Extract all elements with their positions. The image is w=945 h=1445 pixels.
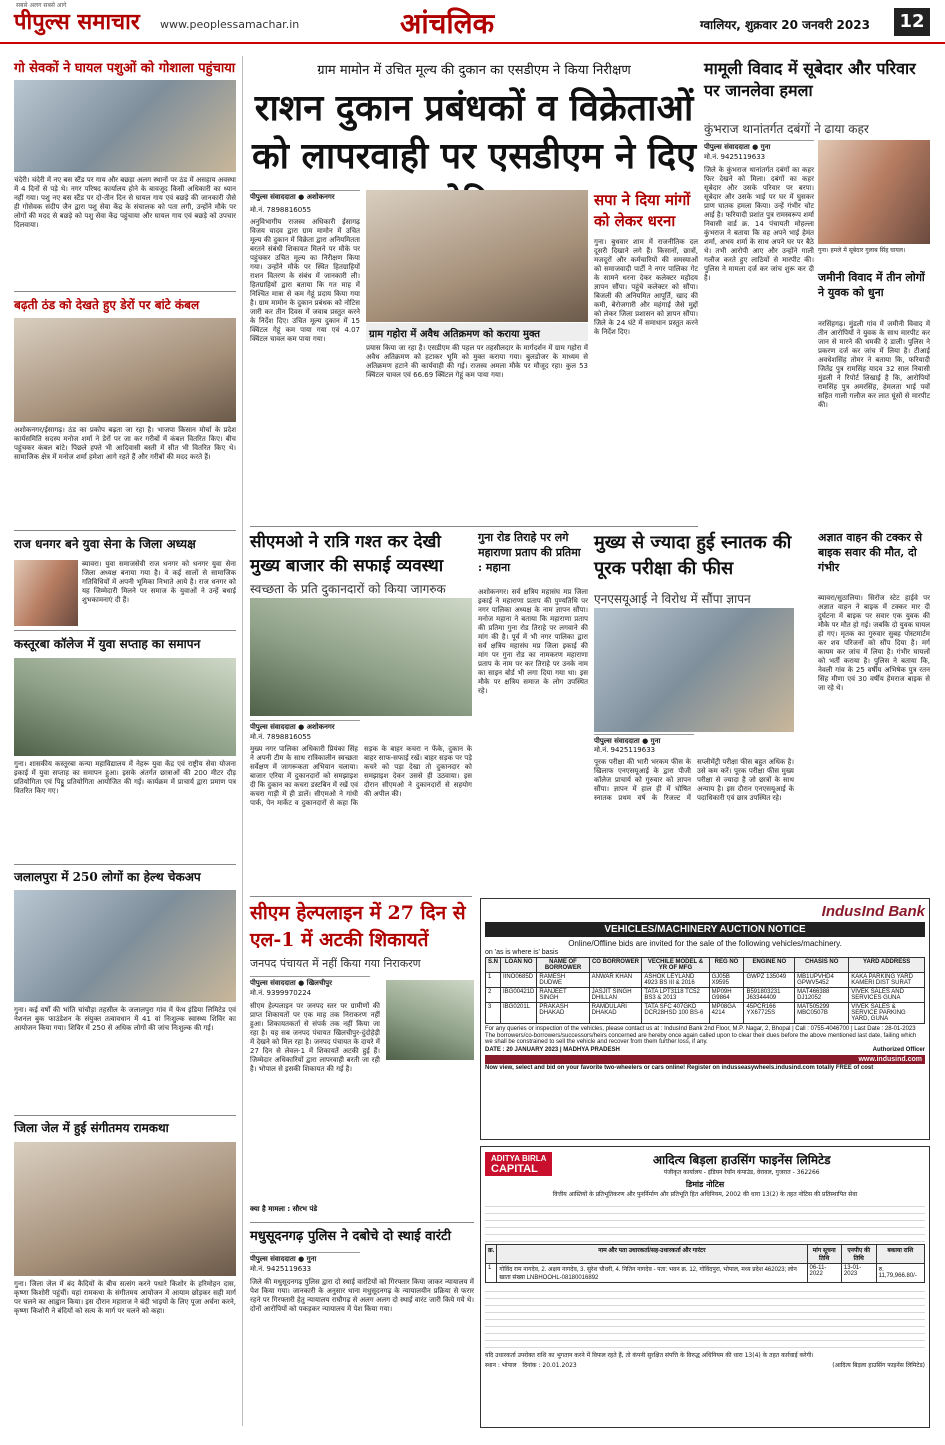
story-photo <box>594 608 794 732</box>
table-header: S.N <box>486 958 501 973</box>
story-title: जलालपुरा में 250 लोगों का हेल्थ चेकअप <box>14 870 201 884</box>
table-row <box>486 1003 925 1024</box>
mobile: मो.नं. 9425119633 <box>250 1265 312 1273</box>
aditya-birla-logo: ADITYA BIRLA CAPITAL <box>485 1152 552 1176</box>
story-title: गो सेवकों ने घायल पशुओं को गोशाला पहुंचाया <box>14 61 236 76</box>
notice-intro: वित्तीय आस्तियों के प्रतिभूतिकरण और पुनर्निर्माण और प्रतिभूति हित अधिनियम, 2002 की धारा 13(2) के तहत नोटिस की प्रतिस्थापित सेवा <box>552 1191 858 1198</box>
byline: पीपुल्स संवाददाता ● अशोकनगर <box>250 720 360 732</box>
story-title: राज धनगर बने युवा सेना के जिला अध्यक्ष <box>14 537 196 551</box>
table-cell: 2 <box>486 988 501 1003</box>
byline: पीपुल्स संवाददाता ● गुना <box>704 140 814 152</box>
table-cell: RAMESH DUDWE <box>537 973 589 988</box>
story-photo <box>14 1142 236 1276</box>
notice-title: VEHICLES/MACHINERY AUCTION NOTICE <box>485 922 925 937</box>
table-cell: 3 <box>486 1003 501 1024</box>
notice-footer: For any queries or inspection of the vehicles, please contact us at : IndusInd Bank 2nd Floor, M.P. Nagar, 2, Bhopal | Call : 0755-4046700 | Last Date : 28-01-2023 <box>485 1026 916 1032</box>
notice-date: DATE : 20 JANUARY 2023 | MADHYA PRADESH <box>485 1047 620 1053</box>
table-cell: VIVEK SALES & SERVICE PARKING YARD, GUNA <box>849 1003 925 1024</box>
story-title: जिला जेल में हुई संगीतमय रामकथा <box>14 1121 169 1135</box>
divider <box>250 526 698 527</box>
notice-text-block <box>485 1200 925 1242</box>
divider <box>250 1222 474 1223</box>
table-cell: GWPZ 135049 <box>744 973 795 988</box>
demand-table <box>485 1244 925 1283</box>
table-cell: MAT466388 DJ12052 <box>795 988 849 1003</box>
page-number: 12 <box>894 8 930 36</box>
byline: पीपुल्स संवाददाता ● खिलचीपुर <box>250 976 370 988</box>
table-cell: JASJIT SINGH DHILLAN <box>589 988 642 1003</box>
notice-signatory: Authorized Officer <box>872 1047 925 1053</box>
story-subtitle: जनपद पंचायत में नहीं किया गया निराकरण <box>250 957 421 970</box>
story-body: अशोकनगर। सर्व क्षत्रिय महासंघ मप्र जिला इकाई ने महाराणा प्रताप की पुण्यतिथि पर नगर पालिका अध्यक्ष के नाम ज्ञापन सौंपा। मनोज महाना ने बताया कि महाराणा प्रताप की प्रतिमा गुना रोड तिराहे पर लगवाने की मांग की है। पूर्व में भी नगर पालिका द्वारा सर्व क्षत्रिय महासंघ मप्र जिला इकाई की मांग पर गुना रोड का नामकरण महाराणा प्रताप के नाम पर कर तिराहे पर उनके नाम का साइन बोर्ड भी लगा दिया गया था। इस मौके पर क्षत्रिय समाज के लोग उपस्थित रहे। <box>478 588 588 695</box>
story-title: कस्तूरबा कॉलेज में युवा सप्ताह का समापन <box>14 637 201 651</box>
table-header: LOAN NO <box>501 958 537 973</box>
story-body: ब्यावरा/सुठालिया। सिरोंज स्टेट हाईवे पर अज्ञात वाहन ने बाइक में टक्कर मार दी दुर्घटना में बाइक पर सवार एक युवक की मौके पर मौत हो गई। जबकि दो युवक घायल हो गए। मृतक का गुरुवार सुबह पोस्टमार्टम कर शव परिजनों को सौंप दिया है। मर्ग कायम कर जांच में लिया है। गंभीर घायलों को भर्ती कराया है। पुलिस ने बताया कि, नेवली गांव के 25 वर्षीय अभिषेक पुत्र रतन सिंह मीणा एवं 30 वर्षीय हेमराज बाइक से जा रहे थे। <box>818 594 930 692</box>
table-cell: VIVEK SALES AND SERVICES GUNA <box>849 988 925 1003</box>
mobile: मो.नं. 7898816055 <box>250 733 312 741</box>
table-header: ENGINE NO <box>744 958 795 973</box>
table-cell: 13-01-2023 <box>841 1264 876 1283</box>
table-cell: MP09H G9864 <box>709 988 744 1003</box>
table-header: क्र. <box>486 1245 497 1264</box>
table-cell: GJ05B X9595 <box>709 973 744 988</box>
divider <box>14 1115 236 1116</box>
story-title: मधुसूदनगढ़ पुलिस ने दबोचे दो स्थाई वारंटी <box>250 1229 451 1244</box>
story-body: गुना। कई वर्षों की भांति चांचौड़ा तहसील के जलालपुरा गांव में फेथ इंडिया लिमिटेड एवं नेशनल बुक फाउंडेशन के संयुक्त तत्वावधान में 41 वां निःशुल्क स्वास्थ्य शिविर का आयोजन किया गया। शिविर में 250 से अधिक लोगों की जांच निःशुल्क की गई। <box>14 1006 236 1032</box>
table-cell: RANJEET SINGH <box>537 988 589 1003</box>
story-title: सीएमओ ने रात्रि गश्त कर देखी मुख्य बाजार की सफाई व्यवस्था <box>250 532 444 576</box>
table-row <box>486 1264 925 1283</box>
story-photo <box>14 318 236 422</box>
story-body: गुना। शासकीय कस्तूरबा कन्या महाविद्यालय में नेहरू युवा केंद्र एवं राष्ट्रीय सेवा योजना इकाई में युवा सप्ताह का समापन हुआ। इसके अंतर्गत छात्राओं की 200 मीटर दौड़ प्रतियोगिता एवं पिट्ठू प्रतियोगिता आयोजित की गई। कार्यक्रम में प्राचार्य द्वारा प्रमाण पत्र वितरित किए गए। <box>14 760 236 795</box>
column-rule <box>242 56 243 1426</box>
story-body: गुना। बुधवार शाम में राजनीतिक दल दूसरी दिखाने लगे हैं। किसानों, छात्रों, मजदूरों और कर्मचारियों की समस्याओं को समाजवादी पार्टी ने नगर पालिका गेट के सामने धरना देकर कलेक्टर महोदय ज्ञापन सौंपा। पहुंचे कलेक्टर को सौंपा। बिजली की अनियमित आपूर्ति, खाद की कमी, बेरोजगारी और महंगाई जैसे मुद्दों को लेकर जिला प्रशासन को ज्ञापन सौंपा। जिले के 24 घंटे में समाधान प्रस्तुत करने के निर्देश दिए। <box>594 238 698 336</box>
table-row <box>486 988 925 1003</box>
company-address: पंजीकृत कार्यालय - इंडियन रेयॉन कंपाउंड, वेरावल, गुजरात - 362266 <box>663 1169 820 1176</box>
aditya-birla-notice-ad <box>480 1146 930 1428</box>
table-cell: PRAKASH DHAKAD <box>537 1003 589 1024</box>
story-photo <box>250 598 472 716</box>
table-cell: 45PCR166 YX67725S <box>744 1003 795 1024</box>
table-cell: MAT505299 MBC0507B <box>795 1003 849 1024</box>
table-cell: RAMDULARI DHAKAD <box>589 1003 642 1024</box>
table-cell: ASHOK LEYLAND 4923 BS III & 2016 <box>642 973 709 988</box>
table-cell: MB1UPVHD4 GPWV5452 <box>795 973 849 988</box>
table-header: CO BORROWER <box>589 958 642 973</box>
mobile: मो.नं. 9399970224 <box>250 989 312 997</box>
photo-caption: गुना। हमले में सूबेदार गुलाब सिंह घायल। <box>818 247 906 254</box>
masthead <box>0 0 945 44</box>
table-cell: IBG00421D <box>501 988 537 1003</box>
table-cell: 06-11-2022 <box>807 1264 841 1283</box>
table-cell: B591803231 J63344409 <box>744 988 795 1003</box>
lead-photo <box>366 190 588 322</box>
story-title: गुना रोड तिराहे पर लगे महाराणा प्रताप की प्रतिमा : महाना <box>478 531 581 574</box>
table-cell: 1 <box>486 1264 497 1283</box>
divider <box>14 530 236 531</box>
story-body: अशोकनगर/ईसागढ़। ठंड का प्रकोप बढ़ता जा रहा है। भाजपा किसान मोर्चा के प्रदेश कार्यसमिति सदस्य मनोज शर्मा ने डेरों पर जा कर गरीबों में कंबल वितरित किए। बीच पहुंचकर कंबल बांटे। पिछले हफ्ते भी आदिवासी बस्ती में सीत भी वितरित किए थे। सामाजिक क्षेत्र में मनोज शर्मा हमेशा आगे रहते हैं और गरीबों की मदद करते हैं। <box>14 426 236 461</box>
brand-tagline: सबसे अलग सबसे आगे <box>16 2 67 9</box>
table-header: CHASIS NO <box>795 958 849 973</box>
divider <box>14 291 236 292</box>
mobile: मो.नं. 9425119633 <box>704 153 766 161</box>
table-cell: TATA LPT3118 TC52 BS3 & 2013 <box>642 988 709 1003</box>
indusind-site[interactable]: www.indusind.com <box>485 1055 925 1064</box>
lead-mobile: मो.नं. 7898816055 <box>250 206 312 214</box>
story-subtitle: कुंभराज थानांतर्गत दबंगों ने ढाया कहर <box>704 122 869 136</box>
table-cell: MP08GA 4214 <box>709 1003 744 1024</box>
table-cell: रु. 11,79,966.80/- <box>876 1264 924 1283</box>
notice-date: दिनांक : 20.01.2023 <box>522 1362 577 1369</box>
table-header: मांग सूचना तिथि <box>807 1245 841 1264</box>
story-body: चंदेरी। चंदेरी में नए बस स्टैंड पर गाय और बछड़ा अलग स्थानों पर ठंड में असहाय अवस्था में 4 दिनों से पड़े थे। नगर परिषद कार्यालय होने के बावजूद किसी अधिकारी का ध्यान नहीं गया। पशु नए बस स्टैंड पर दो-तीन दिन से घायल गाय एवं बछड़े की जानकारी जैसे ही गोसेवक संदीप जैन द्वारा पशु सेवा केंद्र के संचालक को पता लगी, उन्होंने मौके पर लोगों की मदद से बछड़े को पशु सेवा केंद्र पहुंचाया और घायल गाय एवं बछड़े को उपचार दिलवाया। <box>14 176 236 229</box>
indusind-closing: Now view, select and bid on your favorite two-wheelers or cars online! Register on indusseasywheels.indusind.com totally FREE of cost <box>485 1065 874 1071</box>
table-cell: IINO0685D <box>501 973 537 988</box>
indusind-auction-ad <box>480 898 930 1140</box>
notice-basis: on 'as is where is' basis <box>485 949 559 956</box>
story-body: पूरक परीक्षा की भारी भरकम फीस के खिलाफ एनएसयूआई के द्वारा पीजी कॉलेज प्राचार्य को गुरुवार को ज्ञापन सौंपा। ज्ञापन में हाल ही में घोषित स्नातक प्रथम वर्ष के रिजल्ट में सप्लीमेंट्री परीक्षा फीस बहुत अधिक है। उसे कम करें। पूरक परीक्षा फीस मुख्य परीक्षा से ज्यादा है जो छात्रों के साथ अन्याय है। इस दौरान एनएसयूआई के पदाधिकारी एवं छात्र उपस्थित रहे। <box>594 758 794 802</box>
story-subtitle: एनएसयूआई ने विरोध में सौंपा ज्ञापन <box>594 592 751 606</box>
story-body: नरसिंहगढ़। मुंडली गांव में जमीनी विवाद में तीन आरोपियों ने युवक के साथ मारपीट कर जान से मारने की धमकी दे डाली। पुलिस ने प्रकरण दर्ज कर जांच में लिया है। टीआई अवधेशसिंह तोमर ने बताया कि, फरियादी जितेंद्र पुत्र रामसिंह यादव 32 साल निवासी मुंडली ने रिपोर्ट लिखाई है कि, आरोपियों रामसिंह पुत्र अमरसिंह, हेमलता भाई पवों सहित गाली गलौज कर लात घूंसों से मारपीट की। <box>818 320 930 409</box>
auction-table <box>485 957 925 1024</box>
notice-sign: (आदित्य बिड़ला हाउसिंग फाइनेंस लिमिटेड) <box>832 1362 925 1369</box>
story-body: मुख्य नगर पालिका अधिकारी प्रियंका सिंह ने अपनी टीम के साथ रात्रिकालीन स्वच्छता सर्वेक्षण में जागरूकता अभियान चलाया। बाजार एरिया में दुकानदारों को समझाइश दी कि दुकान का कचरा डस्टबिन में रखें एवं कचरा गाड़ी में ही डालें। सीएमओ ने गांधी पार्क, पेन मार्केट व दुकानदारों से कहा कि सड़क के बाहर कचरा न फेंके, दुकान के बाहर साफ-सफाई रखें। बाहर सड़क पर पड़े कचरे को पड़ा देखा तो दुकानदार को समझाइश देकर उससे ही उठवाया। इस दौरान सीएमओ ने दुकानदारों से सहयोग की अपील की। <box>250 745 472 807</box>
photo-story-body: प्रयास किया जा रहा है। एसडीएम की पहल पर तहसीलदार के मार्गदर्शन में ग्राम गहोरा में अवैध अतिक्रमण को हटाकर भूमि को मुक्त कराया गया। बुलडोजर के माध्यम से अतिक्रमण हटाने की कार्यवाही की गई। राजस्व अमला मौके पर मौजूद रहा। कुल 53 क्विंटल चावल एवं 66.69 क्विंटल गेहूं कम पाया गया। <box>366 344 588 379</box>
story-body: सीएम हेल्पलाइन पर जनपद स्तर पर ग्रामीणों की प्राप्त शिकायतों पर एक माह तक निराकरण नहीं हुआ। शिकायतकर्ता से संपर्क तक नहीं किया जा रहा है। यह सब जनपद पंचायत खिलचीपुर-दुंदोहेड़ी में देखने को मिल रहा है। जनपद पंचायत के दायरे में 27 दिन से लेवल-1 में शिकायतें अटकी हुई हैं। जिम्मेदार अधिकारियों द्वारा लापरवाही बरती जा रही है। भोपाल से इसकी शिकायत की गई है। <box>250 1002 380 1073</box>
story-photo <box>14 890 236 1002</box>
table-header: YARD ADDRESS <box>849 958 925 973</box>
notice-sub: Online/Offline bids are invited for the sale of the following vehicles/machinery. <box>568 939 842 948</box>
table-header: बकाया राशि <box>876 1245 924 1264</box>
company-name: आदित्य बिड़ला हाउसिंग फाइनेंस लिमिटेड <box>652 1153 831 1167</box>
mobile: मो.नं. 9425119633 <box>594 746 656 754</box>
notice-text-block <box>485 1285 925 1349</box>
story-body: गुना। जिला जेल में बंद कैदियों के बीच सत्संग करने पधारे किशोर के हरिमोहन दास, कृष्णा किशोरी पहुंचीं। यहां रामकथा के संगीतमय आयोजन में आयाम छोड़कर सही मार्ग पर चलने का आह्वान किया। इस दौरान महाराज ने बंदी भाइयों के लिए पूजा अर्चना करने, कृष्णा किशोरी ने बंदियों को सत्य के मार्ग पर चलने को कहा। <box>14 1280 236 1315</box>
divider <box>250 896 472 897</box>
story-title: सपा ने दिया मांगों को लेकर धरना <box>594 191 691 230</box>
photo-caption: ग्राम गहोरा में अवैध अतिक्रमण को कराया मुक्त <box>366 323 588 341</box>
story-title: मामूली विवाद में सूबेदार और परिवार पर जानलेवा हमला <box>704 59 916 100</box>
table-header: VECHILE MODEL & YR OF MFG <box>642 958 709 973</box>
table-cell: TATA SFC 407GKD DCR28HSD 100 BS-6 <box>642 1003 709 1024</box>
table-header: एनपीए की तिथि <box>841 1245 876 1264</box>
story-photo <box>14 80 236 172</box>
site-url[interactable]: www.peoplessamachar.in <box>160 18 300 31</box>
story-title: मुख्य से ज्यादा हुई स्नातक की पूरक परीक्षा की फीस <box>594 532 792 579</box>
quote: क्या है मामला : सौरभ पंडे <box>250 1205 318 1213</box>
story-title: बढ़ती ठंड को देखते हुए डेरों पर बांटे कंबल <box>14 298 200 312</box>
story-title: सीएम हेल्पलाइन में 27 दिन से एल-1 में अटकी शिकायतें <box>250 902 466 951</box>
divider <box>14 630 236 631</box>
story-body: ब्यावरा। युवा समाजसेवी राज धनगर को धनगर युवा सेना जिला अध्यक्ष बनाया गया है। वे कई सालों से सामाजिक गतिविधियों में अपनी भूमिका निभाते आये है। राज धनगर को यह जिम्मेदारी मिलने पर समाज के युवाओं ने उन्हें बधाई शुभकामनाएं दी हैं। <box>82 560 236 604</box>
notice-footer: यदि उधारकर्ता उपरोक्त राशि का भुगतान करने में विफल रहते हैं, तो कंपनी सुरक्षित संपत्ति के विरुद्ध अधिनियम की धारा 13(4) के तहत कार्रवाई करेगी। <box>485 1352 814 1359</box>
story-title: अज्ञात वाहन की टक्कर से बाइक सवार की मौत, दो गंभीर <box>818 531 923 574</box>
notice-place: स्थान : भोपाल <box>485 1362 517 1369</box>
story-photo <box>386 980 474 1060</box>
notice-footer-2: The borrowers/co-borrowers/successors/heirs concerned are hereby once again called upon to clear their dues before the above mentioned last date, failing which we shall be constrained to sell the vehicle and recover from them further loss, if any. <box>485 1033 917 1045</box>
table-cell: KAKA PARKING YARD KAMERI DIST SURAT <box>849 973 925 988</box>
table-header: REG NO <box>709 958 744 973</box>
table-cell: ANWAR KHAN <box>589 973 642 988</box>
notice-title: डिमांड नोटिस <box>685 1180 725 1189</box>
divider <box>14 864 236 865</box>
section-title: आंचलिक <box>400 7 495 40</box>
story-body: जिले की मधुसूदनगढ़ पुलिस द्वारा दो स्थाई वारंटियों को गिरफ्तार किया जाकर न्यायालय में पेश किया गया। जानकारी के अनुसार थाना मधुसूदनगढ़ के न्यायालयीन प्रक्रिया से फरार रहने पर गिरफ्तारी हेतु न्यायालय राघौगढ़ से अलग अलग दो स्थाई वारंट जारी किये गये थे। दोनों आरोपियों को पकड़कर न्यायालय में पेश किया गया। <box>250 1278 474 1313</box>
lead-body: अनुविभागीय राजस्व अधिकारी ईसागढ़ विजय यादव द्वारा ग्राम मामोन में उचित मूल्य की दुकान में विक्रेता द्वारा अनियमितता बरतने संबंधी शिकायत मिलने पर मौके पर पहुंचकर उचित मूल्य का निरीक्षण किया गया। उन्होंने मौके पर स्थित हितग्राहियों राशन वितरण के संबंध में जानकारी ली। हितग्राहियों द्वारा बताया कि गत माह में निश्चित मात्रा से कम गेहूं प्रदाय किया गया है। ग्राम मामोन के दुकान प्रबंधक को नोटिस जारी कर तीन दिवस में जवाब प्रस्तुत करने के निर्देश दिए। उचित मूल्य दुकान में 15 क्विंटल गेहूं कम पाया गया एवं 4.07 क्विंटल चावल कम पाया गया। <box>250 218 360 343</box>
table-cell: गोविंद राम नागदेव, 2. अक्षय नागदेव, 3. सुरेश चौधरी, 4. नितिन नागदेव - पता: भवन क्र. 12, गोविंदपुरा, भोपाल, मध्य प्रदेश 462023; लोन खाता संख्या LNBHOOHL-08180016892 <box>497 1264 807 1283</box>
person-photo <box>14 560 78 626</box>
table-cell: 1 <box>486 973 501 988</box>
brand-logo: पीपुल्स समाचार <box>14 9 140 35</box>
table-header: नाम और पता उधारकर्ता/सह-उधारकर्ता और गारंटर <box>497 1245 807 1264</box>
table-row <box>486 973 925 988</box>
indusind-logo: IndusInd Bank <box>821 903 925 920</box>
lead-kicker: ग्राम मामोन में उचित मूल्य की दुकान का एसडीएम ने किया निरीक्षण <box>317 63 631 78</box>
byline: पीपुल्स संवाददाता ● गुना <box>594 734 694 746</box>
byline: पीपुल्स संवाददाता ● गुना <box>250 1252 360 1264</box>
lead-byline: पीपुल्स संवाददाता ● अशोकनगर <box>250 190 360 204</box>
story-title: जमीनी विवाद में तीन लोगों ने युवक को धुना <box>818 271 925 299</box>
table-cell: IBG0201L <box>501 1003 537 1024</box>
table-header: NAME OF BORROWER <box>537 958 589 973</box>
story-photo <box>818 140 930 244</box>
lead-headline: राशन दुकान प्रबंधकों व विक्रेताओं को लापरवाही पर एसडीएम ने दिए <box>251 87 697 177</box>
story-body: जिले के कुंभराज थानांतर्गत दबंगों का कहर फिर देखने को मिला। दबंगों का कहर सूबेदार और उसके परिवार पर बरपा। सूबेदार और उसके भाई पर घर में घुसकर प्राण घातक हमला किया। उन्हें गंभीर चोट आई है। फरियादी प्रशांत पुत्र रामस्वरूप शर्मा निवासी वार्ड क्र. 14 पंचायती मोहल्ला कुंभराज ने बताया कि वह अपने भाई हेमंत शर्मा, अभय शर्मा के साथ अपने घर पर बैठे थे। तभी आरोपी आए और उन्होंने गाली गलौज करते हुए लाठियों से मारपीट की। पुलिस ने मामला दर्ज कर जांच शुरू कर दी है। <box>704 166 814 282</box>
story-subtitle: स्वच्छता के प्रति दुकानदारों को किया जागरुक <box>250 582 446 596</box>
dateline: ग्वालियर, शुक्रवार 20 जनवरी 2023 <box>700 18 870 32</box>
story-photo <box>14 658 236 756</box>
